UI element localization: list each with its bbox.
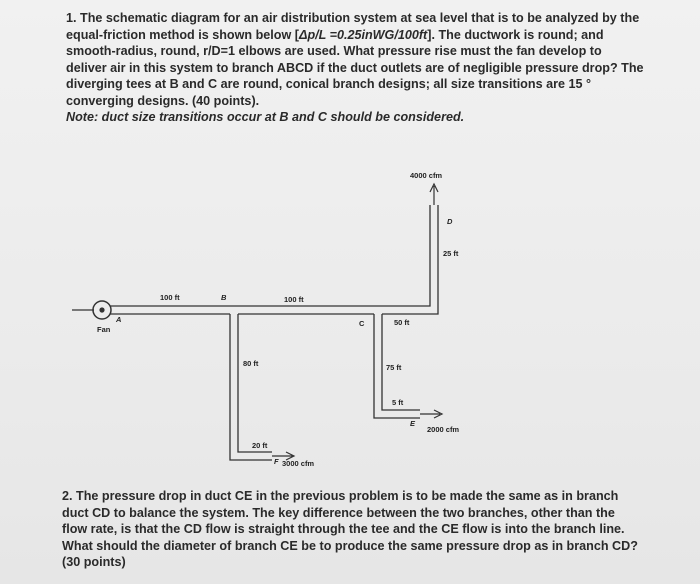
point-F-label: F [274,457,279,466]
q2-line-1: 2. The pressure drop in duct CE in the previous problem is to be made the same as in branch [62,489,619,503]
flow-D-label: 4000 cfm [410,171,443,180]
duct-network [110,205,438,460]
point-A-label: A [116,315,122,324]
q1-line-1: 1. The schematic diagram for an air distribution system at sea level that is to be analyzed by the [66,11,640,25]
friction-rate-formula: Δp/L =0.25inWG/100ft [299,27,428,42]
point-C-label: C [359,319,365,328]
arrow-up-D-icon [430,184,438,205]
length-AB: 100 ft [160,293,180,302]
length-E: 5 ft [392,398,404,407]
q1-note: Note: duct size transitions occur at B and C should be considered. [66,110,465,124]
q1-line-5: diverging tees at B and C are round, conical branch designs; all size transitions are 15 ° [66,77,592,91]
duct-trunk-top-wall [110,205,430,306]
length-C-down: 75 ft [386,363,402,372]
q2-line-4: What should the diameter of branch CE be to produce the same pressure drop as in branch CD? [62,538,638,553]
point-E-label: E [410,419,416,428]
q1-line-2-end: ]. The ductwork is round; and [427,27,604,42]
duct-branch-CE-inner [382,314,420,410]
length-F: 20 ft [252,441,268,450]
q2-line-3: flow rate, is that the CD flow is straight through the tee and the CE flow is into the branch line. [62,522,625,536]
length-CD-vertical: 25 ft [443,249,459,258]
length-B-down: 80 ft [243,359,259,368]
q1-line-4: deliver air in this system to branch ABCD if the duct outlets are of negligible pressure drop? The [66,60,644,75]
point-D-label: D [447,217,453,226]
arrow-right-E-icon [420,410,442,418]
q2-line-2: duct CD to balance the system. The key difference between the two branches, other than the [62,505,615,520]
flow-E-label: 2000 cfm [427,425,460,434]
q1-line-3: smooth-radius, round, r/D=1 elbows are used. What pressure rise must the fan develop to [66,44,602,58]
fan-icon [72,301,111,319]
q2-line-5: (30 points) [62,555,126,569]
length-C-top: 50 ft [394,318,410,327]
point-B-label: B [221,293,227,302]
q1-line-6: converging designs. (40 points). [66,93,260,108]
flow-F-label: 3000 cfm [282,459,315,468]
q1-line-2-start: equal-friction method is shown below [ [66,27,299,42]
length-BC: 100 ft [284,295,304,304]
duct-branch-BF-inner [238,314,272,452]
fan-label: Fan [97,325,111,334]
question-2 [62,488,652,571]
duct-branch-BF-outer [230,314,272,460]
